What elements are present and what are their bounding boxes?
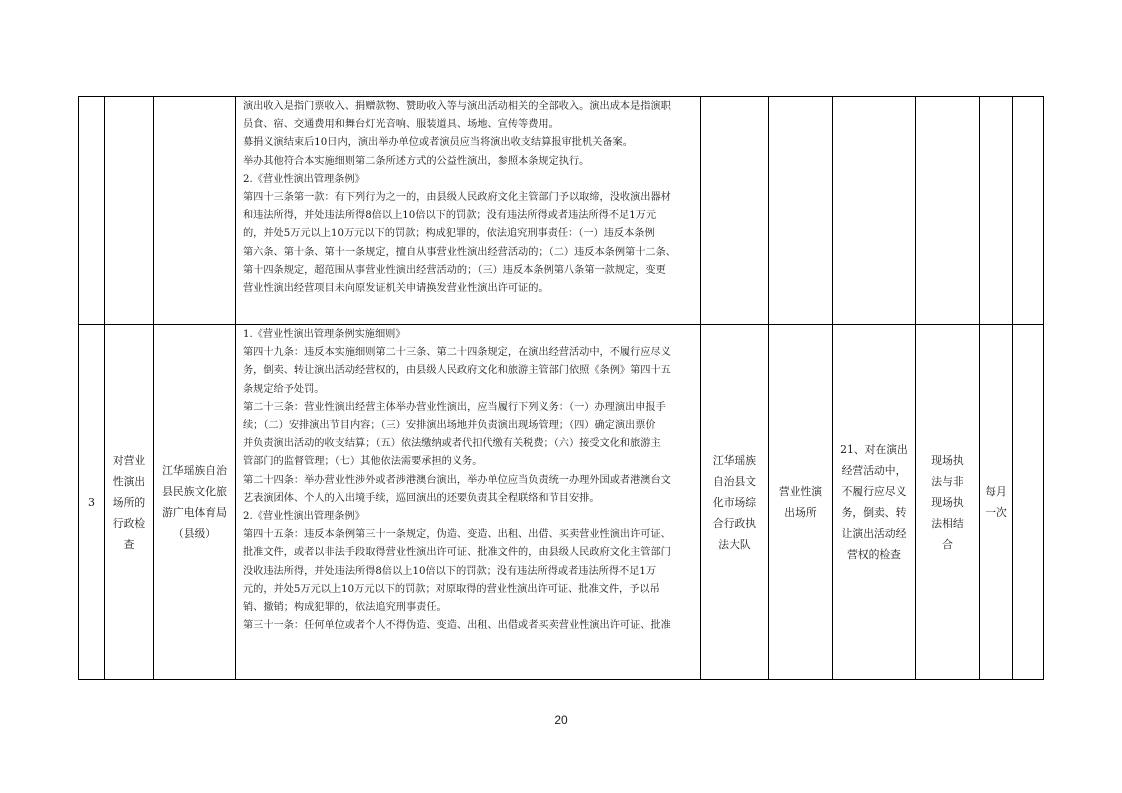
law-line: 第四十九条：违反本实施细则第二十三条、第二十四条规定，在演出经营活动中，不履行应尽义 — [243, 347, 671, 359]
inspection-table — [78, 96, 1044, 680]
law-line: 营业性演出经营项目未向原发证机关申请换发营业性演出许可证的。 — [243, 283, 549, 295]
law-line: 艺表演团体、个人的入出境手续，巡回演出的还要负责其全程联络和节目安排。 — [243, 492, 600, 504]
law-line: 续；（二）安排演出节目内容；（三）安排演出场地并负责演出现场管理；（四）确定演出票价 — [243, 420, 656, 432]
item-name-line: 对营业 — [112, 453, 146, 467]
cell-item-name — [105, 325, 154, 680]
table-row-continued — [79, 97, 1044, 325]
law-line: 演出收入是指门票收入、捐赠款物、赞助收入等与演出活动相关的全部收入。演出成本是指演职 — [243, 101, 671, 112]
law-line: 1.《营业性演出管理条例实施细则》 — [243, 329, 406, 340]
cell-method — [916, 325, 980, 680]
content-line: 21、对在演出 — [840, 443, 908, 456]
executor-line: 江华瑶族 — [712, 453, 757, 467]
method-line: 现场执 — [931, 495, 964, 509]
cell-object — [769, 97, 833, 325]
cell-item-name — [105, 97, 154, 325]
table-row-3 — [79, 325, 1044, 680]
method-line: 现场执 — [931, 453, 964, 467]
cell-department — [154, 325, 236, 680]
object-line: 出场所 — [784, 506, 817, 519]
law-line: 的，并处5万元以上10万元以下的罚款；构成犯罪的，依法追究刑事责任：（一）违反本条例 — [243, 228, 655, 240]
executor-line: 自治县文 — [712, 474, 757, 488]
law-line: 销、撤销；构成犯罪的，依法追究刑事责任。 — [243, 602, 447, 614]
law-line: 第三十一条：任何单位或者个人不得伪造、变造、出租、出借或者买卖营业性演出许可证、批准 — [243, 620, 671, 632]
executor-line: 合行政执 — [712, 516, 757, 530]
page-number: 20 — [554, 713, 568, 727]
law-line: 条规定给予处罚。 — [243, 383, 325, 395]
cell-frequency — [980, 325, 1013, 680]
executor-line: 化市场综 — [712, 495, 757, 509]
method-line: 合 — [942, 537, 953, 551]
law-line: 元的，并处5万元以上10万元以下的罚款；对原取得的营业性演出许可证、批准文件，予以吊 — [243, 583, 660, 595]
row-number: 3 — [88, 495, 95, 509]
department-line: 县民族文化旅 — [162, 485, 227, 498]
law-line: 第六条、第十条、第十一条规定，擅自从事营业性演出经营活动的；（二）违反本条例第十二条、 — [243, 246, 676, 258]
cell-content — [833, 325, 916, 680]
item-name-line: 场所的 — [112, 495, 146, 509]
law-line: 2.《营业性演出管理条例》 — [243, 511, 365, 523]
cell-number — [79, 97, 105, 325]
law-line: 募捐义演结束后10日内，演出举办单位或者演员应当将演出收支结算报审批机关备案。 — [243, 137, 633, 149]
law-line: 第十四条规定，超范围从事营业性演出经营活动的；（三）违反本条例第八条第一款规定，变更 — [243, 264, 666, 276]
item-name-line: 行政检 — [112, 516, 146, 530]
frequency-line: 每月 — [985, 485, 1007, 498]
frequency-line: 一次 — [985, 506, 1007, 519]
law-line: 务，倒卖、转让演出活动经营权的，由县级人民政府文化和旅游主管部门依照《条例》第四十五 — [243, 365, 671, 377]
law-line: 并负责演出活动的收支结算；（五）依法缴纳或者代扣代缴有关税费；（六）接受文化和旅游主 — [243, 438, 661, 450]
law-line: 第二十四条：举办营业性涉外或者涉港澳台演出，举办单位应当负责统一办理外国或者港澳台文 — [243, 474, 671, 486]
law-line: 员食、宿、交通费用和舞台灯光音响、服装道具、场地、宣传等费用。 — [243, 119, 559, 131]
method-line: 法与非 — [931, 474, 964, 488]
law-line: 管部门的监督管理；（七）其他依法需要承担的义务。 — [243, 456, 483, 468]
law-line: 2.《营业性演出管理条例》 — [243, 173, 365, 185]
cell-remark — [1013, 325, 1044, 680]
content-line: 让演出活动经 — [841, 527, 907, 540]
executor-line: 法大队 — [718, 537, 751, 551]
law-line: 第四十五条：违反本条例第三十一条规定，伪造、变造、出租、出借、买卖营业性演出许可证、 — [243, 529, 671, 541]
law-line: 第四十三条第一款：有下列行为之一的，由县级人民政府文化主管部门予以取缔，没收演出器材 — [243, 192, 671, 204]
department-line: （县级） — [172, 527, 217, 540]
method-line: 法相结 — [931, 516, 964, 530]
cell-executor — [701, 97, 769, 325]
item-name-line: 性演出 — [112, 474, 146, 488]
content-line: 经营活动中， — [841, 464, 907, 477]
content-line: 不履行应尽义 — [841, 485, 907, 498]
cell-executor — [701, 325, 769, 680]
cell-content — [833, 97, 916, 325]
law-line: 举办其他符合本实施细则第二条所述方式的公益性演出，参照本条规定执行。 — [243, 155, 590, 167]
content-line: 务，倒卖、转 — [841, 506, 907, 519]
cell-legal-basis — [236, 325, 701, 680]
law-line: 批准文件，或者以非法手段取得营业性演出许可证、批准文件的，由县级人民政府文化主管部门 — [243, 547, 671, 559]
law-line: 第二十三条：营业性演出经营主体举办营业性演出，应当履行下列义务：（一）办理演出申报手 — [243, 401, 666, 413]
law-line: 没收违法所得，并处违法所得8倍以上10倍以下的罚款；没有违法所得或者违法所得不足1万 — [243, 565, 657, 577]
cell-number — [79, 325, 105, 680]
object-line: 营业性演 — [778, 485, 823, 498]
cell-object — [769, 325, 833, 680]
department-line: 游广电体育局 — [162, 506, 227, 519]
department-line: 江华瑶族自治 — [162, 464, 227, 477]
law-line: 和违法所得，并处违法所得8倍以上10倍以下的罚款；没有违法所得或者违法所得不足1万元 — [243, 210, 657, 222]
cell-frequency — [980, 97, 1013, 325]
cell-legal-basis — [236, 97, 701, 325]
cell-department — [154, 97, 236, 325]
cell-remark — [1013, 97, 1044, 325]
cell-method — [916, 97, 980, 325]
content-line: 营权的检查 — [847, 548, 901, 561]
item-name-line: 查 — [123, 537, 135, 551]
